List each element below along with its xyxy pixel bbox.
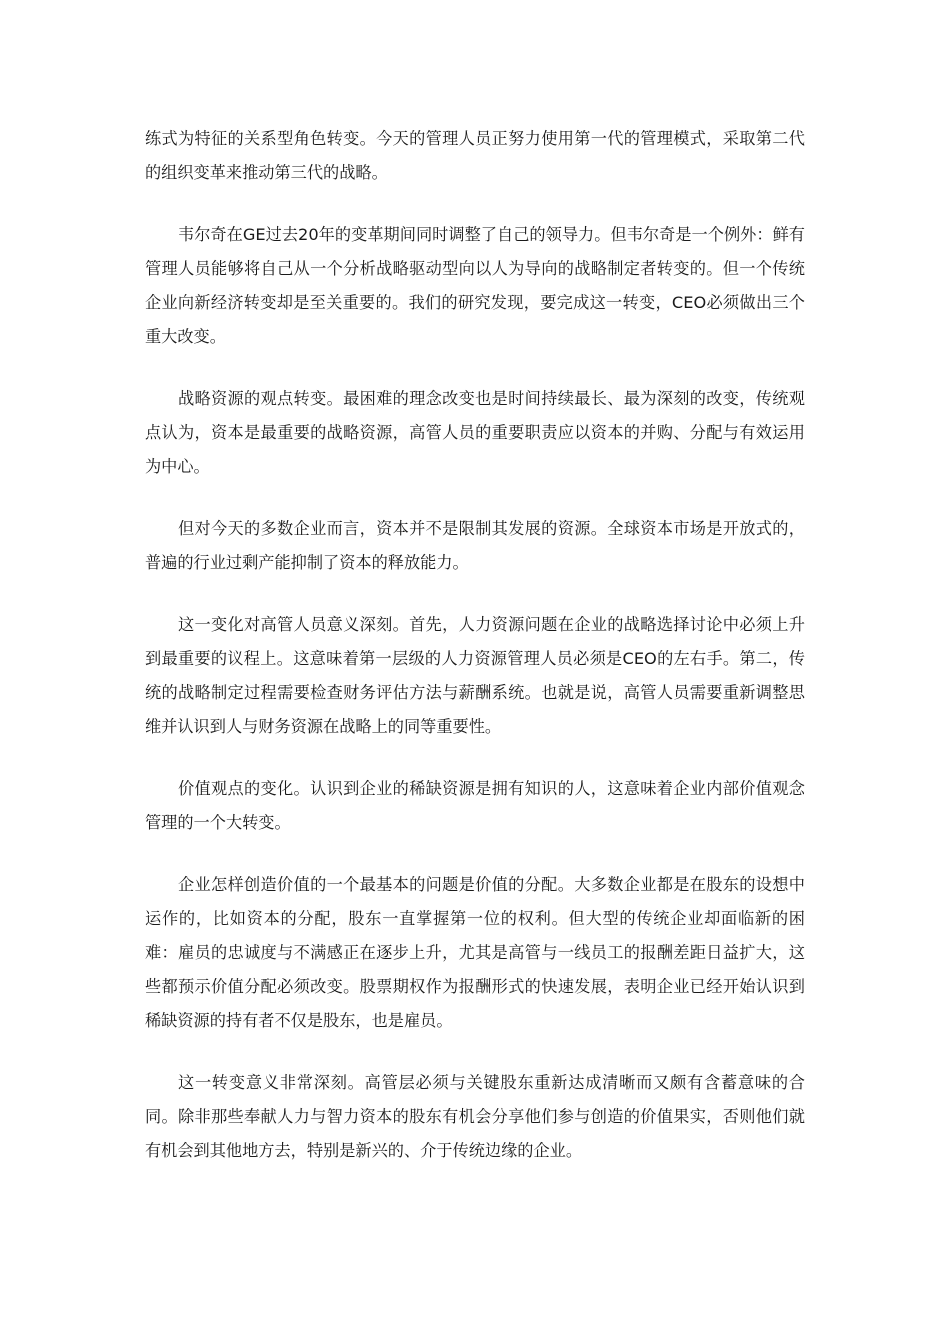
document-body: [145, 122, 805, 1168]
paragraph-7: 企业怎样创造价值的一个最基本的问题是价值的分配。大多数企业都是在股东的设想中运作的，比如资本的分配，股东一直掌握第一位的权利。但大型的传统企业却面临新的困难：雇员的忠诚度与不满感正在逐步上升，尤其是高管与一线员工的报酬差距日益扩大，这些都预示价值分配必须改变。股票期权作为报酬形式的快速发展，表明企业已经开始认识到稀缺资源的持有者不仅是股东，也是雇员。: [145, 875, 805, 1030]
paragraph-8: 这一转变意义非常深刻。高管层必须与关键股东重新达成清晰而又颇有含蓄意味的合同。除非那些奉献人力与智力资本的股东有机会分享他们参与创造的价值果实，否则他们就有机会到其他地方去，特别是新兴的、介于传统边缘的企业。: [145, 1073, 805, 1160]
paragraph-1: 练式为特征的关系型角色转变。今天的管理人员正努力使用第一代的管理模式，采取第二代的组织变革来推动第三代的战略。: [145, 129, 805, 182]
paragraph-4: 但对今天的多数企业而言，资本并不是限制其发展的资源。全球资本市场是开放式的，普遍的行业过剩产能抑制了资本的释放能力。: [145, 519, 805, 572]
paragraph-2: 韦尔奇在GE过去20年的变革期间同时调整了自己的领导力。但韦尔奇是一个例外：鲜有管理人员能够将自己从一个分析战略驱动型向以人为导向的战略制定者转变的。但一个传统企业向新经济转变却是至关重要的。我们的研究发现，要完成这一转变，CEO必须做出三个重大改变。: [145, 225, 805, 346]
paragraph-3: 战略资源的观点转变。最困难的理念改变也是时间持续最长、最为深刻的改变，传统观点认为，资本是最重要的战略资源，高管人员的重要职责应以资本的并购、分配与有效运用为中心。: [145, 389, 805, 476]
paragraph-5: 这一变化对高管人员意义深刻。首先，人力资源问题在企业的战略选择讨论中必须上升到最重要的议程上。这意味着第一层级的人力资源管理人员必须是CEO的左右手。第二，传统的战略制定过程需要检查财务评估方法与薪酬系统。也就是说，高管人员需要重新调整思维并认识到人与财务资源在战略上的同等重要性。: [145, 615, 805, 736]
paragraph-6: 价值观点的变化。认识到企业的稀缺资源是拥有知识的人，这意味着企业内部价值观念管理的一个大转变。: [145, 779, 805, 832]
